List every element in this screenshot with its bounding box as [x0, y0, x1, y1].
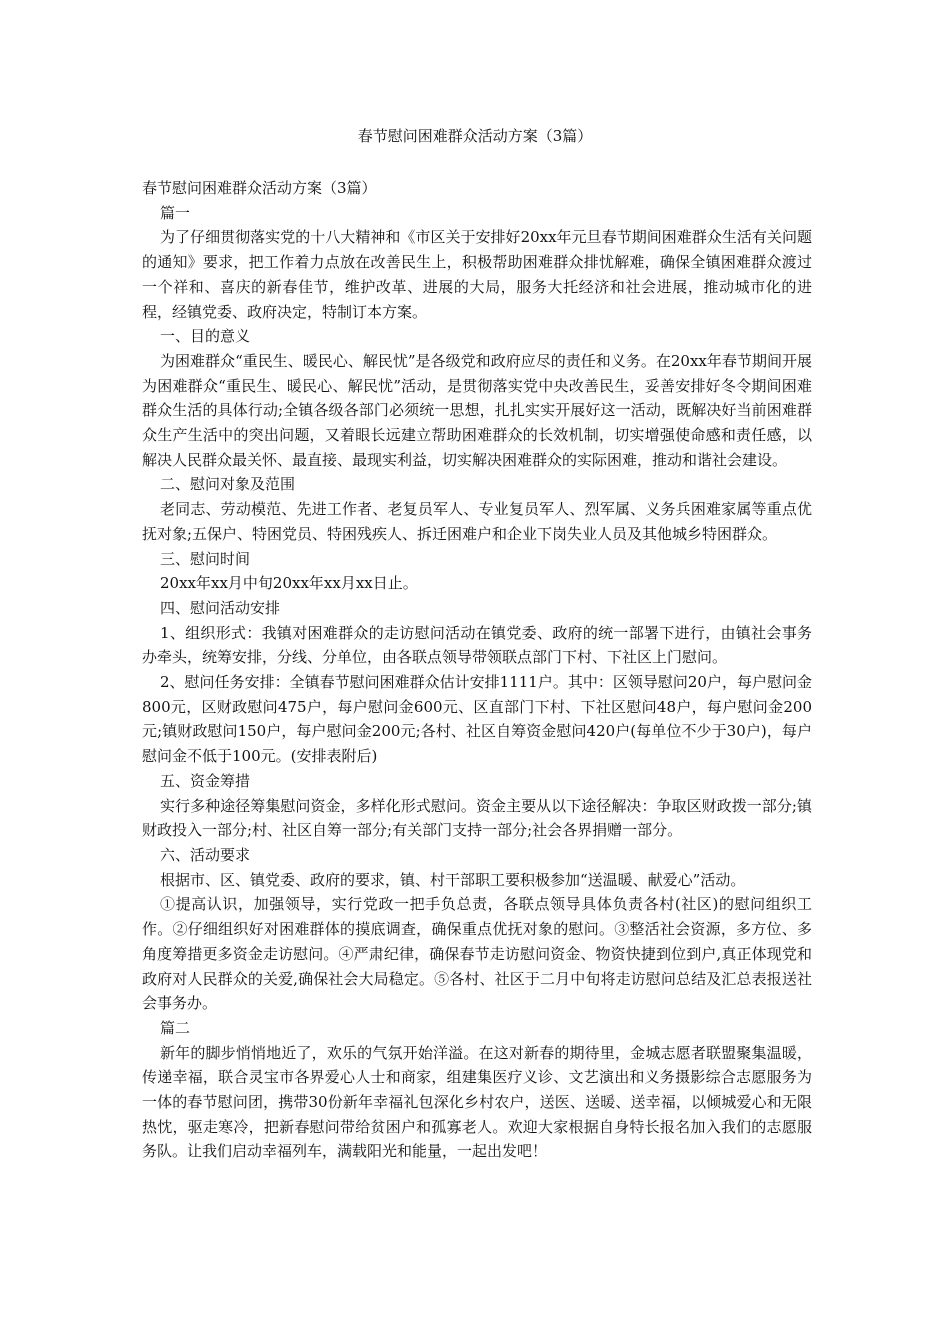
paragraph: 实行多种途径筹集慰问资金，多样化形式慰问。资金主要从以下途径解决：争取区财政拨一部分;镇财政投入一部分;村、社区自筹一部分;有关部门支持一部分;社会各界捐赠一部分。: [142, 796, 812, 840]
paragraph: 春节慰问困难群众活动方案（3篇）: [142, 179, 377, 197]
paragraph: 为困难群众“重民生、暖民心、解民忧”是各级党和政府应尽的责任和义务。在20xx年春节期间开展为困难群众“重民生、暖民心、解民忧”活动，是贯彻落实党中央改善民生，妥善安排好冬令期间困难群众生活的具体行动;全镇各级各部门必须统一思想，扎扎实实开展好这一活动，既解决好当前困难群众生产生活中的突出问题，又着眼长远建立帮助困难群众的长效机制，切实增强使命感和责任感，以解决人民群众最关怀、最直接、最现实利益，切实解决困难群众的实际困难，推动和谐社会建设。: [142, 351, 812, 469]
paragraph: 一、目的意义: [160, 327, 251, 346]
paragraph: 2、慰问任务安排：全镇春节慰问困难群众估计安排1111户。其中：区领导慰问20户，每户慰问金800元，区财政慰问475户，每户慰问金600元、区直部门下村、下社区慰问48户，每户慰问金200元;镇财政慰问150户，每户慰问金200元;各村、社区自筹资金慰问420户(每单位不少于30户)，每户慰问金不低于100元。(安排表附后): [142, 673, 812, 766]
paragraph: 1、组织形式：我镇对困难群众的走访慰问活动在镇党委、政府的统一部署下进行，由镇社会事务办牵头，统筹安排，分线、分单位，由各联点领导带领联点部门下村、下社区上门慰问。: [142, 623, 812, 667]
document-title: 春节慰问困难群众活动方案（3篇）: [357, 127, 593, 145]
paragraph: 二、慰问对象及范围: [160, 475, 296, 494]
document-body: [142, 176, 812, 1164]
paragraph: 五、资金筹措: [160, 771, 251, 790]
paragraph: 20xx年xx月中旬20xx年xx月xx日止。: [160, 574, 418, 593]
paragraph: 六、活动要求: [160, 845, 251, 864]
paragraph: 老同志、劳动模范、先进工作者、老复员军人、专业复员军人、烈军属、义务兵困难家属等重点优抚对象;五保户、特困党员、特困残疾人、拆迁困难户和企业下岗失业人员及其他城乡特困群众。: [142, 500, 812, 543]
paragraph: 篇一: [160, 203, 191, 222]
paragraph: 根据市、区、镇党委、政府的要求，镇、村干部职工要积极参加“送温暖、献爱心”活动。: [160, 870, 746, 889]
paragraph: ①提高认识，加强领导，实行党政一把手负总责，各联点领导具体负责各村(社区)的慰问组织工作。②仔细组织好对困难群体的摸底调查，确保重点优抚对象的慰问。③整活社会资源，多方位、多角度筹措更多资金走访慰问。④严肃纪律，确保春节走访慰问资金、物资快捷到位到户,真正体现党和政府对人民群众的关爱,确保社会大局稳定。⑤各村、社区于二月中旬将走访慰问总结及汇总表报送社会事务办。: [142, 895, 812, 1013]
paragraph: 新年的脚步悄悄地近了，欢乐的气氛开始洋溢。在这对新春的期待里，金城志愿者联盟聚集温暖，传递幸福，联合灵宝市各界爱心人士和商家，组建集医疗义诊、文艺演出和义务摄影综合志愿服务为一体的春节慰问团，携带30份新年幸福礼包深化乡村农户，送医、送暖、送幸福，以倾城爱心和无限热忱，驱走寒冷，把新春慰问带给贫困户和孤寡老人。欢迎大家根据自身特长报名加入我们的志愿服务队。让我们启动幸福列车，满载阳光和能量，一起出发吧！: [142, 1043, 812, 1161]
paragraph: 为了仔细贯彻落实党的十八大精神和《市区关于安排好20xx年元旦春节期间困难群众生活有关问题的通知》要求，把工作着力点放在改善民生上，积极帮助困难群众排忧解难，确保全镇困难群众渡过一个祥和、喜庆的新春佳节，维护改革、进展的大局，服务大托经济和社会进展，推动城市化的进程，经镇党委、政府决定，特制订本方案。: [142, 228, 812, 321]
paragraph: 篇二: [160, 1018, 191, 1037]
paragraph: 三、慰问时间: [160, 549, 251, 568]
paragraph: 四、慰问活动安排: [160, 598, 281, 617]
